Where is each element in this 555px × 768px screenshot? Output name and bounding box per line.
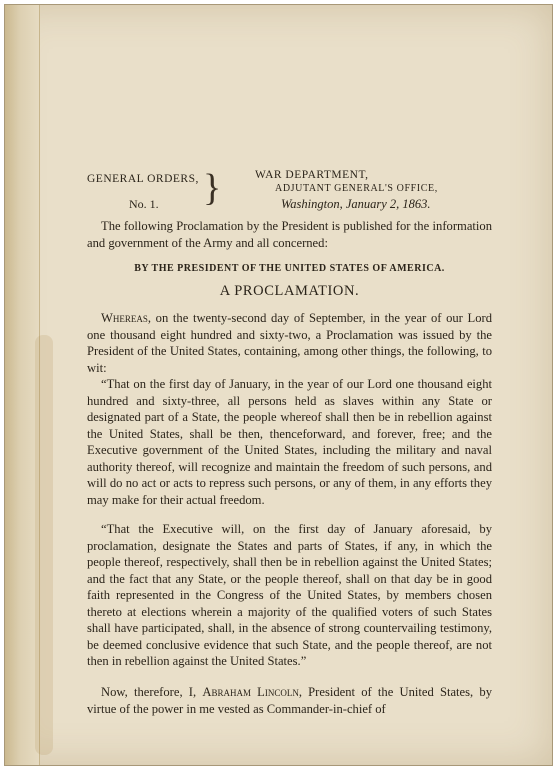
proclamation-title: A PROCLAMATION.: [219, 283, 360, 299]
quote-paragraph-1: “That on the first day of January, in the year of our Lord one thousand eight hundred and sixty-three, all persons held as slaves within any State or designated part of a State, the people whereof shall then be in rebellion against the United States, shall be then, thenceforward, and forever, free; and the Executive government of the United States, including the military and naval authority thereof, will recognize and maintain the freedom of such persons, and will do no act or acts to repress such persons, or any of them, in any efforts they may make for their actual freedom.: [87, 377, 492, 507]
whereas-word: Whereas: [101, 311, 148, 325]
order-date: Washington, January 2, 1863.: [281, 197, 431, 211]
whereas-text: , on the twenty-second day of September, in the year of our Lord one thousand eight hundred and sixty-two, a Proclamation was issued by the President of the United States, containing, among other things, the following, to wit:: [87, 311, 492, 375]
department-name: WAR DEPARTMENT,: [255, 169, 369, 181]
signer-name: Abraham Lincoln: [202, 685, 299, 699]
intro-paragraph: The following Proclamation by the President is published for the information and government of the Army and all concerned:: [87, 219, 492, 250]
paper-stain: [35, 335, 53, 755]
orders-header: [87, 163, 492, 223]
document-page: [4, 4, 553, 766]
brace-glyph: }: [203, 167, 222, 209]
order-number: No. 1.: [129, 197, 159, 211]
now-start: Now, therefore, I,: [101, 685, 203, 699]
by-line: BY THE PRESIDENT OF THE UNITED STATES OF AMERICA.: [134, 263, 445, 274]
general-orders-label: GENERAL ORDERS,: [87, 173, 199, 185]
now-rest: , President of the United States, by virtue of the power in me vested as Commander-in-chief of: [87, 685, 492, 716]
whereas-paragraph: [87, 310, 492, 376]
office-name: ADJUTANT GENERAL'S OFFICE,: [275, 183, 438, 194]
now-therefore-paragraph: [87, 684, 492, 717]
quote-paragraph-2: “That the Executive will, on the first day of January aforesaid, by proclamation, designate the States and parts of States, if any, in which the people thereof, respectively, shall then be in rebellion against the United States; and the fact that any State, or the people thereof, shall on that day be in good faith represented in the Congress of the United States, by members chosen thereto at elections wherein a majority of the qualified voters of such States shall have participated, shall, in the absence of strong countervailing testimony, be deemed conclusive evidence that such State, and the people thereof, are not then in rebellion against the United States.”: [87, 522, 492, 668]
